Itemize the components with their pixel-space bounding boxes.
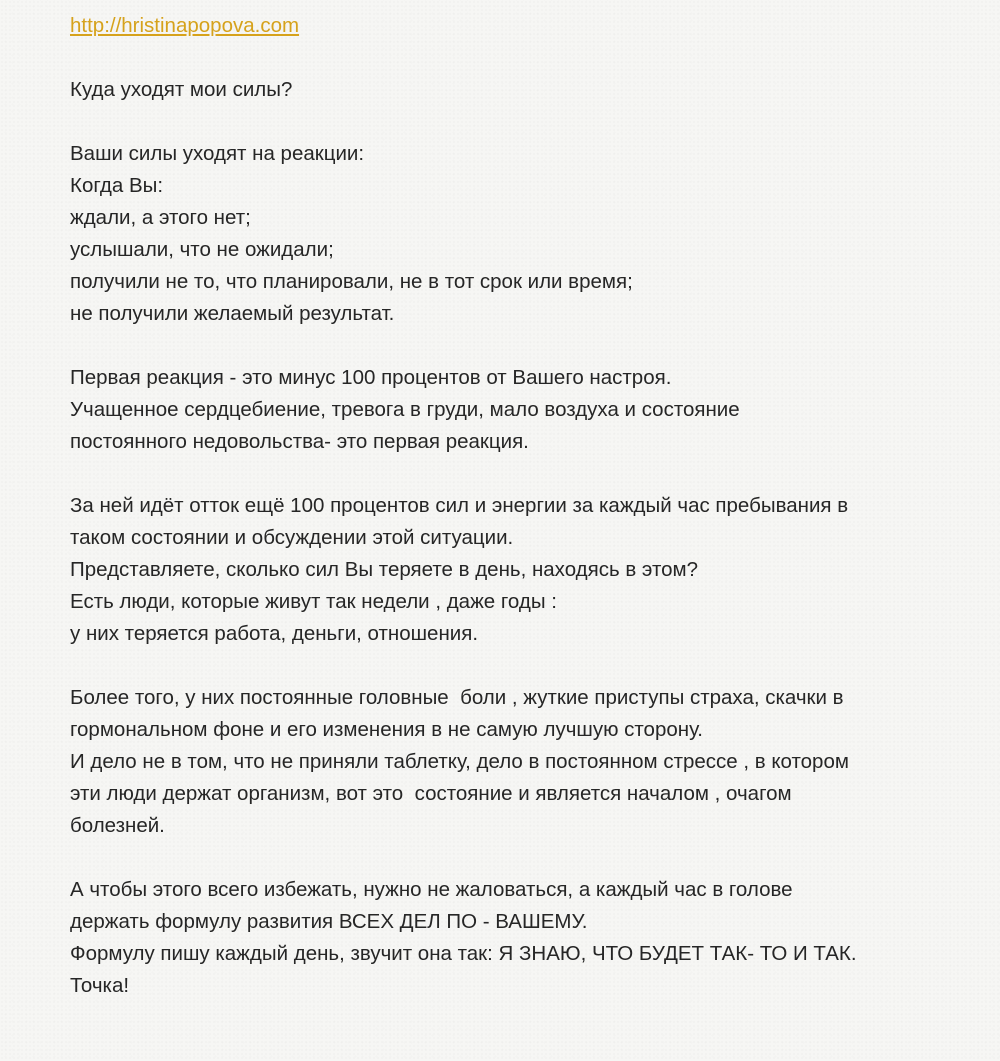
paragraph-energy-drain [70, 490, 970, 650]
text-line: постоянного недовольства- это первая реакция. [70, 430, 529, 453]
note-body [70, 10, 970, 1002]
website-link[interactable]: http://hristinapopova.com [70, 14, 300, 37]
spacer [70, 106, 970, 138]
text-line: эти люди держат организм, вот это состояние и является началом , очагом [70, 782, 792, 805]
text-line: таком состоянии и обсуждении этой ситуации. [70, 526, 514, 549]
spacer [70, 842, 970, 874]
paragraph-formula [70, 874, 970, 1002]
text-line: Более того, у них постоянные головные боли , жуткие приступы страха, скачки в [70, 686, 844, 709]
spacer [70, 458, 970, 490]
text-line: За ней идёт отток ещё 100 процентов сил и энергии за каждый час пребывания в [70, 494, 849, 517]
text-line: ждали, а этого нет; [70, 206, 251, 229]
paragraph-first-reaction [70, 362, 970, 458]
text-line: Представляете, сколько сил Вы теряете в день, находясь в этом? [70, 558, 698, 581]
text-line: не получили желаемый результат. [70, 302, 395, 325]
text-line: держать формулу развития ВСЕХ ДЕЛ ПО - ВАШЕМУ. [70, 910, 588, 933]
text-line: гормональном фоне и его изменения в не самую лучшую сторону. [70, 718, 703, 741]
text-line: Учащенное сердцебиение, тревога в груди, мало воздуха и состояние [70, 398, 740, 421]
text-line: Когда Вы: [70, 174, 164, 197]
text-line: Есть люди, которые живут так недели , даже годы : [70, 590, 557, 613]
spacer [70, 330, 970, 362]
text-line: услышали, что не ожидали; [70, 238, 334, 261]
text-line: И дело не в том, что не приняли таблетку, дело в постоянном стрессе , в котором [70, 750, 849, 773]
text-line: Формулу пишу каждый день, звучит она так: Я ЗНАЮ, ЧТО БУДЕТ ТАК- ТО И ТАК. [70, 942, 857, 965]
text-line: у них теряется работа, деньги, отношения. [70, 622, 479, 645]
paragraph-health [70, 682, 970, 842]
paragraph-intro [70, 138, 970, 330]
text-line: Ваши силы уходят на реакции: [70, 142, 365, 165]
text-line: Первая реакция - это минус 100 процентов от Вашего настроя. [70, 366, 672, 389]
text-line: получили не то, что планировали, не в тот срок или время; [70, 270, 633, 293]
spacer [70, 42, 970, 74]
spacer [70, 650, 970, 682]
text-line: А чтобы этого всего избежать, нужно не жаловаться, а каждый час в голове [70, 878, 793, 901]
note-question: Куда уходят мои силы? [70, 78, 293, 101]
text-line: Точка! [70, 974, 130, 997]
text-line: болезней. [70, 814, 165, 837]
